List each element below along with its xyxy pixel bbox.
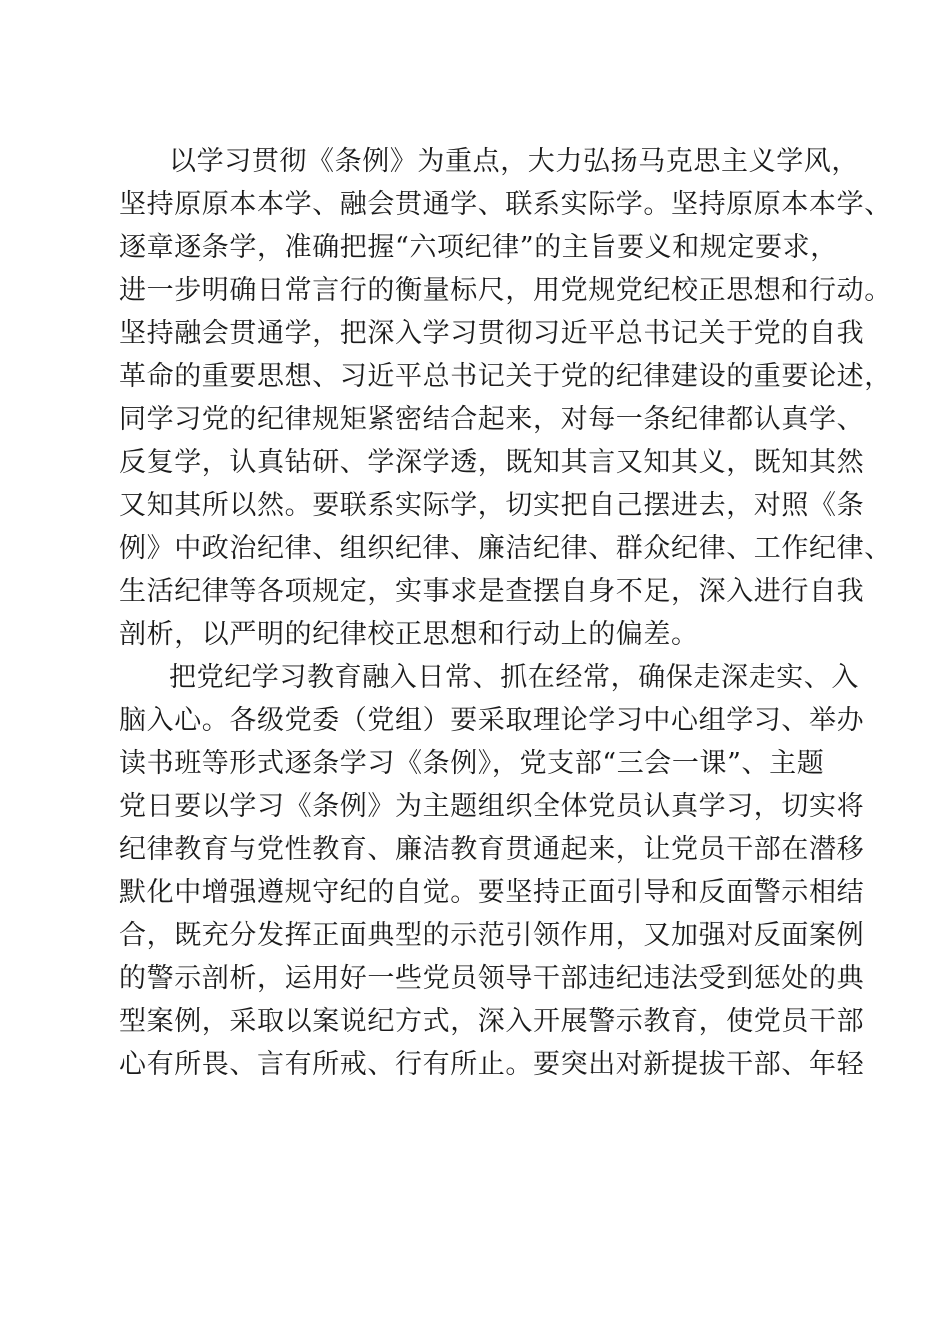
paragraph-line: 党日要以学习《条例》为主题组织全体党员认真学习，切实将 [119, 791, 865, 822]
paragraph-line: 坚持原原本本学、融会贯通学、联系实际学。坚持原原本本学、 [119, 189, 892, 220]
paragraph-line: 纪律教育与党性教育、廉洁教育贯通起来，让党员干部在潜移 [119, 834, 865, 865]
paragraph-line: 以学习贯彻《条例》为重点，大力弘扬马克思主义学风， [169, 146, 859, 177]
paragraph-line: 剖析，以严明的纪律校正思想和行动上的偏差。 [119, 619, 699, 650]
paragraph-line: 例》中政治纪律、组织纪律、廉洁纪律、群众纪律、工作纪律、 [119, 533, 892, 564]
paragraph-line: 心有所畏、言有所戒、行有所止。要突出对新提拔干部、年轻 [119, 1049, 865, 1080]
paragraph-line: 读书班等形式逐条学习《条例》，党支部“三会一课”、主题 [119, 748, 825, 779]
paragraph-line: 进一步明确日常言行的衡量标尺，用党规党纪校正思想和行动。 [119, 275, 892, 306]
paragraph-line: 默化中增强遵规守纪的自觉。要坚持正面引导和反面警示相结 [119, 877, 865, 908]
paragraph-2 [119, 656, 865, 1086]
paragraph-line: 脑入心。各级党委（党组）要采取理论学习中心组学习、举办 [119, 705, 865, 736]
paragraph-line: 同学习党的纪律规矩紧密结合起来，对每一条纪律都认真学、 [119, 404, 865, 435]
paragraph-line: 反复学，认真钻研、学深学透，既知其言又知其义，既知其然 [119, 447, 865, 478]
paragraph-line: 的警示剖析，运用好一些党员领导干部违纪违法受到惩处的典 [119, 963, 865, 994]
document-body [119, 140, 892, 1086]
paragraph-line: 把党纪学习教育融入日常、抓在经常，确保走深走实、入 [169, 662, 859, 693]
paragraph-line: 革命的重要思想、习近平总书记关于党的纪律建设的重要论述， [119, 361, 892, 392]
paragraph-line: 坚持融会贯通学，把深入学习贯彻习近平总书记关于党的自我 [119, 318, 865, 349]
paragraph-line: 逐章逐条学，准确把握“六项纪律”的主旨要义和规定要求， [119, 232, 838, 263]
paragraph-line: 型案例，采取以案说纪方式，深入开展警示教育，使党员干部 [119, 1006, 865, 1037]
paragraph-line: 又知其所以然。要联系实际学，切实把自己摆进去，对照《条 [119, 490, 865, 521]
paragraph-line: 合，既充分发挥正面典型的示范引领作用，又加强对反面案例 [119, 920, 865, 951]
paragraph-1 [119, 140, 892, 656]
paragraph-line: 生活纪律等各项规定，实事求是查摆自身不足，深入进行自我 [119, 576, 865, 607]
